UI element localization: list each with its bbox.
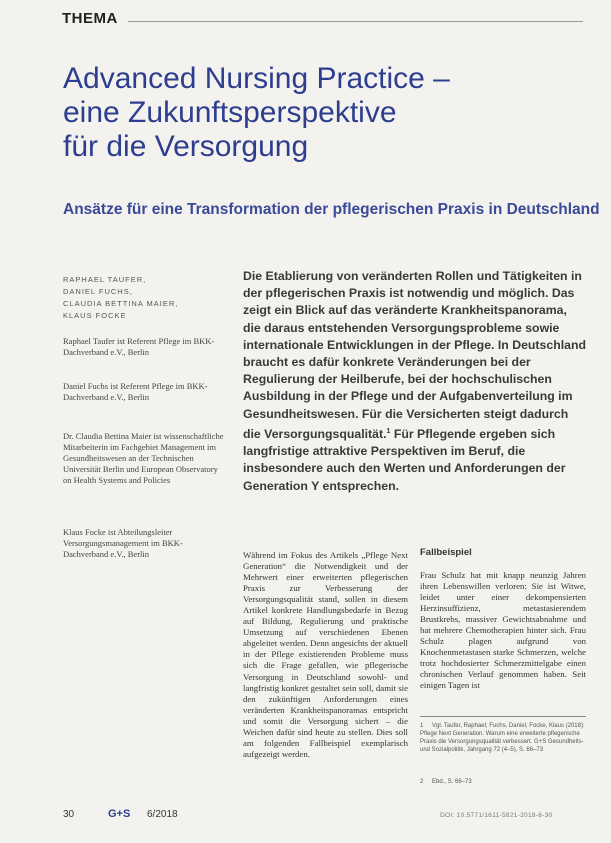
article-abstract [243,268,588,495]
abstract-text-tail: Für Pflegende ergeben sich langfristige attraktive Perspektiven im Beruf, die insbesondere auch den Werten und Anforderungen der Generation Y entsprechen. [243,426,566,493]
author-name: DANIEL FUCHS, [63,287,133,296]
affiliation-maier: Dr. Claudia Bettina Maier ist wissenschaftliche Mitarbeiterin im Fachgebiet Management im Gesundheitswesen an der Technischen Universität Berlin und European Observatory on Health Systems and Policies [63,431,224,485]
page-number: 30 [63,809,75,820]
journal-logo: G+S [108,808,131,820]
footnote-number: 1 [420,723,424,729]
affiliation-taufer: Raphael Taufer ist Referent Pflege im BKK-Dachverband e.V., Berlin [63,336,215,357]
doi: DOI: 10.5771/1611-5821-2018-6-30 [440,812,553,819]
issue-number: 6/2018 [147,809,178,820]
footnote-text: Vgl. Taufer, Raphael; Fuchs, Daniel; Focke, Klaus (2018): Pflege Next Generation. Warum eine erweiterte pflegerische Praxis die Versorgungsqualität verbessert. G+S Gesundheits- und Sozialpolitik, Jahrgang 72 (4–5), S. 66–73 [420,723,585,753]
footnote-text: Ebd., S. 66–73 [432,779,472,785]
title-line: Advanced Nursing Practice – [63,62,450,95]
footnote-marker: 1 [386,427,391,435]
body-text: Während im Fokus des Artikels „Pflege Next Generation“ die Notwendigkeit und der Mehrwert einer erweiterten pflegerischen Praxis zur Verbesserung der Versorgungsqualität stand, sollen in diesem Artikel konkrete Handlungsbedarfe in Bezug auf Bildung, Regulierung und praktische Umsetzung auf verschiedenen Ebenen abgeleitet werden. Denn angesichts der aktuell in der Pflege existierenden Probleme muss sich die Frage gefallen, wie pflegerische Versorgung in Deutschland sowohl- und langfristig konkret gestaltet sein soll, damit sie den zukünftigen Anforderungen eines veränderten Krankheitspanoramas entspricht und somit die Versorgung sichert – die Weichen dafür sind heute zu stellen. Dies soll am folgenden Fallbeispiel exemplarisch aufgezeigt werden. [243,550,408,759]
title-line: für die Versorgung [63,130,309,163]
footnote-rule [420,716,586,717]
footnote [420,778,586,786]
author-list [63,274,228,322]
case-text: Frau Schulz hat mit knapp neunzig Jahren ihren Lebenswillen verloren: Sie ist Witwe, leidet unter einer dekompensierten Herzinsuffizienz, metastasierendem Brustkrebs, massiver Gewichtsabnahme und hat mehrere Chemotherapien hinter sich. Frau Schulz plagen aufgrund von Knochenmetastasen starke Schmerzen, welche trotz hochdosierter Schmerzmittelgabe einen chronischen Verlauf genommen haben. Seit einigen Tagen ist [420,570,586,691]
section-label: THEMA [62,10,118,27]
footnote-number: 2 [420,779,424,785]
footnote [420,722,586,754]
title-line: eine Zukunftsperspektive [63,96,397,129]
case-heading: Fallbeispiel [420,547,472,558]
author-name: KLAUS FOCKE [63,311,127,320]
author-name: RAPHAEL TAUFER, [63,275,147,284]
article-title [63,62,583,164]
author-name: CLAUDIA BETTINA MAIER, [63,299,179,308]
affiliation-focke: Klaus Focke ist Abteilungsleiter Versorgungsmanagement im BKK-Dachverband e.V., Berlin [63,527,183,559]
section-rule [128,21,583,22]
affiliation-fuchs: Daniel Fuchs ist Referent Pflege im BKK-Dachverband e.V., Berlin [63,381,208,402]
abstract-text: Die Etablierung von veränderten Rollen und Tätigkeiten in der pflegerischen Praxis ist notwendig und möglich. Das zeigt ein Blick auf das veränderte Krankheitspanorama, die daraus entstehenden Versorgungsprobleme sowie internationale Entwicklungen in der Pflege. In Deutschland braucht es dafür konkrete Veränderungen bei der Regulierung der Heilberufe, bei der hochschulischen Ausbildung in der Pflege und der Aufgabenverteilung im Gesundheitswesen. Für die Versicherten steigt dadurch die Versorgungsqualität. [243,269,586,441]
article-subtitle: Ansätze für eine Transformation der pflegerischen Praxis in Deutschland [63,201,600,218]
